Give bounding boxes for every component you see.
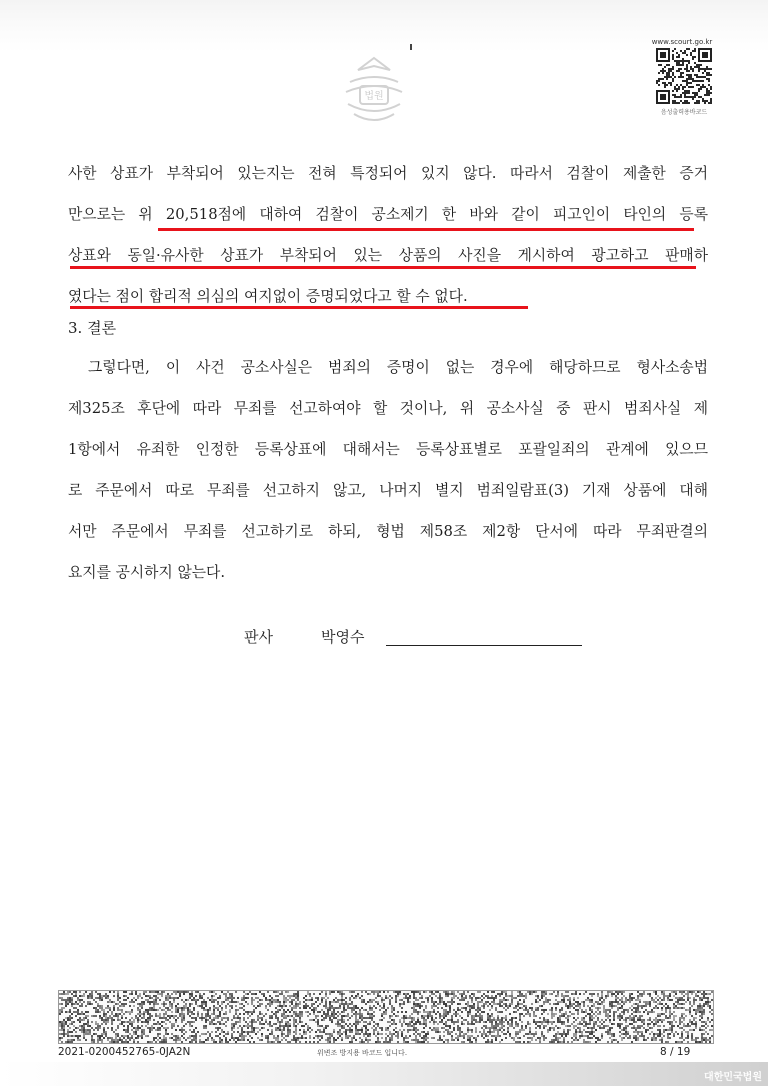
red-underline-2 xyxy=(70,266,696,269)
paragraph1-line-4: 였다는 점이 합리적 의심의 여지없이 증명되었다고 할 수 없다. xyxy=(68,288,468,305)
paragraph1-line-2: 만으로는 위 20,518점에 대하여 검찰이 공소제기 한 바와 같이 피고인이 타인의 등록 xyxy=(68,206,708,223)
signature-role: 판사 xyxy=(244,628,273,646)
paragraph2-line-6: 요지를 공시하지 않는다. xyxy=(68,564,226,581)
qr-caption: 음성출력용바코드 xyxy=(660,109,708,116)
paragraph2-line-3: 1항에서 유죄한 인정한 등록상표에 대해서는 등록상표별로 포괄일죄의 관계에 있으므 xyxy=(68,441,708,458)
paragraph2-line-2: 제325조 후단에 따라 무죄를 선고하여야 할 것이나, 위 공소사실 중 판시 범죄사실 제 xyxy=(68,400,708,417)
court-mark: 대한민국법원 xyxy=(704,1072,762,1083)
court-seal-watermark xyxy=(340,52,408,128)
red-underline-3 xyxy=(70,306,528,309)
document-id: 2021-0200452765-0JA2N xyxy=(58,1046,191,1058)
anti-forgery-barcode xyxy=(58,990,714,1044)
section-heading: 3. 결론 xyxy=(68,319,117,337)
paragraph1-line-1: 사한 상표가 부착되어 있는지는 전혀 특정되어 있지 않다. 따라서 검찰이 제출한 증거 xyxy=(68,165,708,182)
page-tick-mark xyxy=(410,44,412,50)
qr-code-icon xyxy=(656,48,712,104)
qr-url: www.scourt.go.kr xyxy=(651,38,713,46)
page-number: 8 / 19 xyxy=(660,1046,691,1058)
barcode-notice: 위변조 방지용 바코드 입니다. xyxy=(317,1049,408,1057)
paragraph2-line-1: 그렇다면, 이 사건 공소사실은 범죄의 증명이 없는 경우에 해당하므로 형사소송법 xyxy=(88,359,708,376)
paragraph2-line-4: 로 주문에서 따로 무죄를 선고하지 않고, 나머지 별지 범죄일람표(3) 기재 상품에 대해 xyxy=(68,482,708,499)
red-underline-1 xyxy=(158,228,694,231)
signature-line xyxy=(386,645,582,646)
seal-text: 법원 xyxy=(364,91,384,102)
paragraph2-line-5: 서만 주문에서 무죄를 선고하기로 하되, 형법 제58조 제2항 단서에 따라 무죄판결의 xyxy=(68,523,708,540)
signature-name: 박영수 xyxy=(321,628,365,646)
paragraph1-line-3: 상표와 동일·유사한 상표가 부착되어 있는 상품의 사진을 게시하여 광고하고 판매하 xyxy=(68,247,708,264)
